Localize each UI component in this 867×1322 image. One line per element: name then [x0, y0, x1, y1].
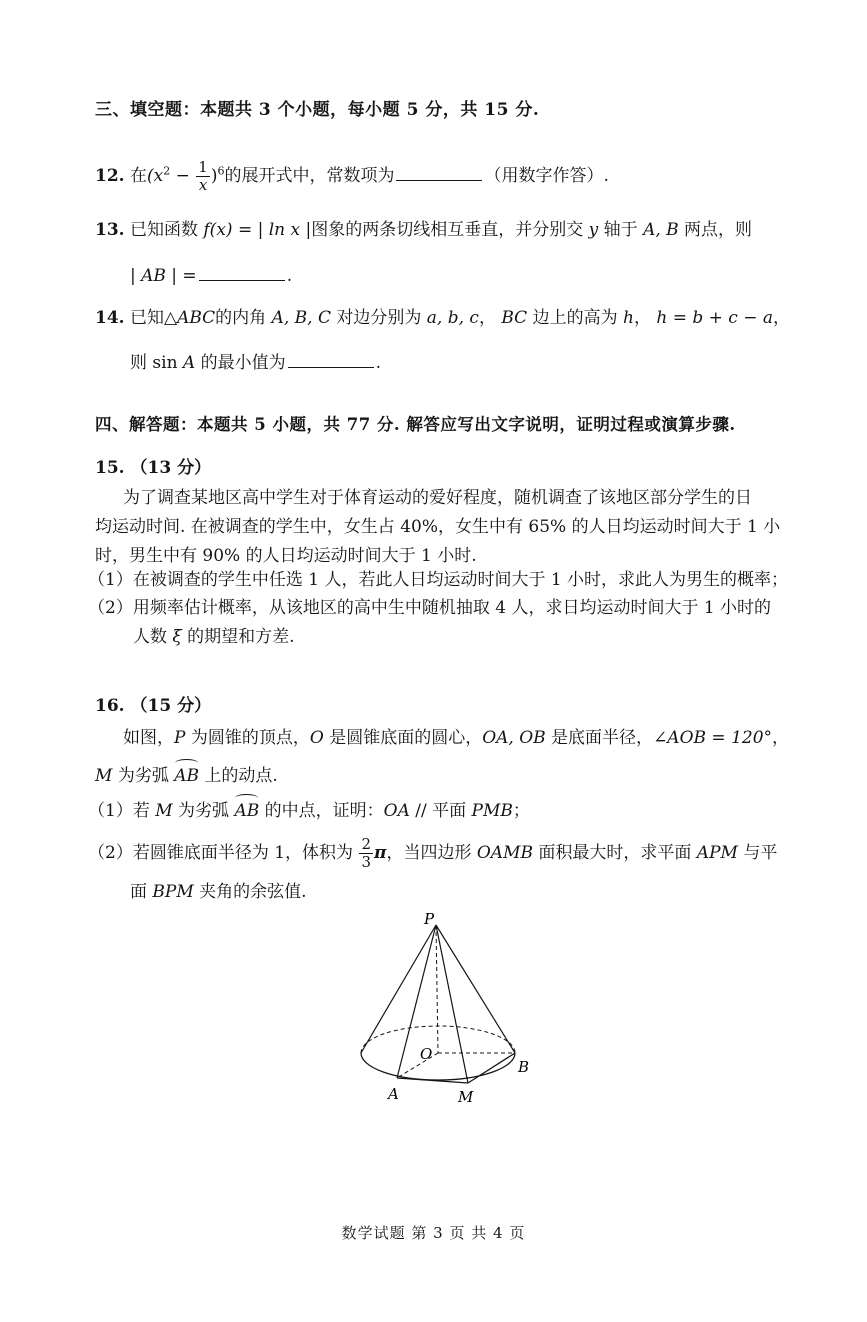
- q15-subquestion-2-line-2: [133, 625, 295, 649]
- cone-right-edge: [436, 925, 515, 1053]
- q16-subquestion-1: （1）若 M 为劣弧 AB 的中点，证明：OA // 平面 PMB；: [88, 795, 530, 823]
- q14-answer-blank[interactable]: [288, 349, 374, 368]
- q13-text-mid2: 轴于: [598, 220, 644, 240]
- q12-exp-6: 6: [217, 164, 225, 178]
- q14-sin: 则 sin: [130, 353, 183, 373]
- q14-equation: h = b + c − a: [656, 308, 773, 328]
- q14-text-mid: 的最小值为: [195, 353, 286, 373]
- q15-subquestion-1: （1）在被调查的学生中任选 1 人，若此人日均运动时间大于 1 小时，求此人为男生的概率；: [88, 570, 789, 590]
- q14-angle-a: A: [182, 353, 196, 373]
- label-p: P: [424, 910, 435, 928]
- q15-text-pre: 人数: [133, 627, 173, 647]
- q12-expr-base: (x: [146, 166, 164, 186]
- q13-text-pre: 已知函数: [129, 220, 204, 240]
- q12-fraction: $\frac{1}{x}$: [198, 158, 208, 194]
- segment-pm: [436, 925, 468, 1083]
- q14-bc: BC: [501, 308, 528, 328]
- q16-volume-fraction: $\frac{2}{3}$: [361, 835, 371, 871]
- q13-period: .: [286, 266, 293, 286]
- question-15-header: 15. （13 分）: [95, 458, 212, 478]
- q14-period: .: [375, 353, 382, 373]
- section-3-title: 三、填空题：本题共 3 个小题，每小题 5 分，共 15 分.: [95, 100, 540, 120]
- q14-triangle: ABC: [177, 308, 216, 328]
- q16-subquestion-2: （2）若圆锥底面半径为 1，体积为 $\frac{2}{3}$ π，当四边形 OAMB 面积最大时，求平面 APM 与平: [88, 835, 778, 871]
- segment-mb: [468, 1053, 515, 1083]
- question-number: 12.: [95, 166, 125, 186]
- q14-text-pre: 已知△: [129, 308, 178, 328]
- question-14-line-2: [130, 349, 381, 375]
- arc-ab: AB: [174, 760, 199, 788]
- q13-text-post: 两点，则: [678, 220, 753, 240]
- question-16-header: 16. （15 分）: [95, 696, 212, 716]
- q13-y: y: [588, 220, 599, 240]
- q12-text-pre: 在: [129, 166, 147, 186]
- q14-text-post: ，: [773, 308, 790, 328]
- q14-text-mid1: 的内角: [215, 308, 272, 328]
- q16-subquestion-2-line-2: 面 BPM 夹角的余弦值.: [130, 882, 307, 902]
- q16-paragraph-line-1: 如图，P 为圆锥的顶点，O 是圆锥底面的圆心，OA, OB 是底面半径，∠AOB = 120°，: [123, 728, 790, 748]
- cone-figure: [340, 908, 540, 1108]
- segment-po: [436, 925, 438, 1053]
- label-o: O: [420, 1045, 433, 1063]
- q13-function: f(x) = | ln x |: [203, 220, 312, 240]
- question-13: [95, 218, 752, 242]
- label-b: B: [518, 1058, 530, 1076]
- q13-points: A, B: [643, 220, 679, 240]
- q14-h: h: [622, 308, 634, 328]
- question-14: [95, 306, 790, 330]
- q15-xi: ξ: [172, 627, 182, 647]
- q12-expr-close: ): [210, 166, 218, 186]
- q16-paragraph-line-2: M 为劣弧 AB 上的动点.: [95, 760, 278, 788]
- q14-text-mid4: 边上的高为: [527, 308, 623, 328]
- question-12: [95, 159, 609, 194]
- q14-text-mid3: ，: [478, 308, 502, 328]
- section-4-title: 四、解答题：本题共 5 小题，共 77 分. 解答应写出文字说明，证明过程或演算步骤.: [95, 415, 736, 434]
- question-13-line-2: [130, 262, 292, 288]
- q15-text-post: 的期望和方差.: [181, 627, 295, 647]
- q15-paragraph-line-2: 均运动时间. 在被调查的学生中，女生占 40%，女生中有 65% 的人日均运动时间大于 1 小: [95, 517, 781, 537]
- cone-base-front-arc: [361, 1053, 515, 1080]
- q14-angles: A, B, C: [271, 308, 331, 328]
- q12-minus: −: [170, 166, 196, 186]
- q12-exp-2: 2: [163, 164, 171, 178]
- q14-text-mid5: ，: [633, 308, 657, 328]
- arc-ab: AB: [234, 795, 259, 823]
- page-footer: 数学试题 第 3 页 共 4 页: [341, 1224, 526, 1242]
- q13-text-mid: 图象的两条切线相互垂直，并分别交: [311, 220, 589, 240]
- q12-text-post: （用数字作答）.: [484, 166, 609, 186]
- q15-paragraph-line-1: 为了调查某地区高中学生对于体育运动的爱好程度，随机调查了该地区部分学生的日: [123, 488, 752, 508]
- q14-text-mid2: 对边分别为: [330, 308, 427, 328]
- q12-text-mid: 的展开式中，常数项为: [224, 166, 395, 186]
- q13-ab-length: | AB | =: [130, 266, 197, 286]
- cone-left-edge: [361, 925, 436, 1053]
- q14-sides: a, b, c: [426, 308, 479, 328]
- q15-paragraph-line-3: 时，男生中有 90% 的人日均运动时间大于 1 小时.: [95, 546, 477, 566]
- label-a: A: [388, 1085, 399, 1103]
- q15-subquestion-2: （2）用频率估计概率，从该地区的高中生中随机抽取 4 人，求日均运动时间大于 1 小时的: [88, 598, 772, 618]
- q12-answer-blank[interactable]: [396, 162, 482, 181]
- question-number: 14.: [95, 308, 125, 328]
- q13-answer-blank[interactable]: [199, 262, 285, 281]
- label-m: M: [458, 1088, 474, 1106]
- question-number: 13.: [95, 220, 125, 240]
